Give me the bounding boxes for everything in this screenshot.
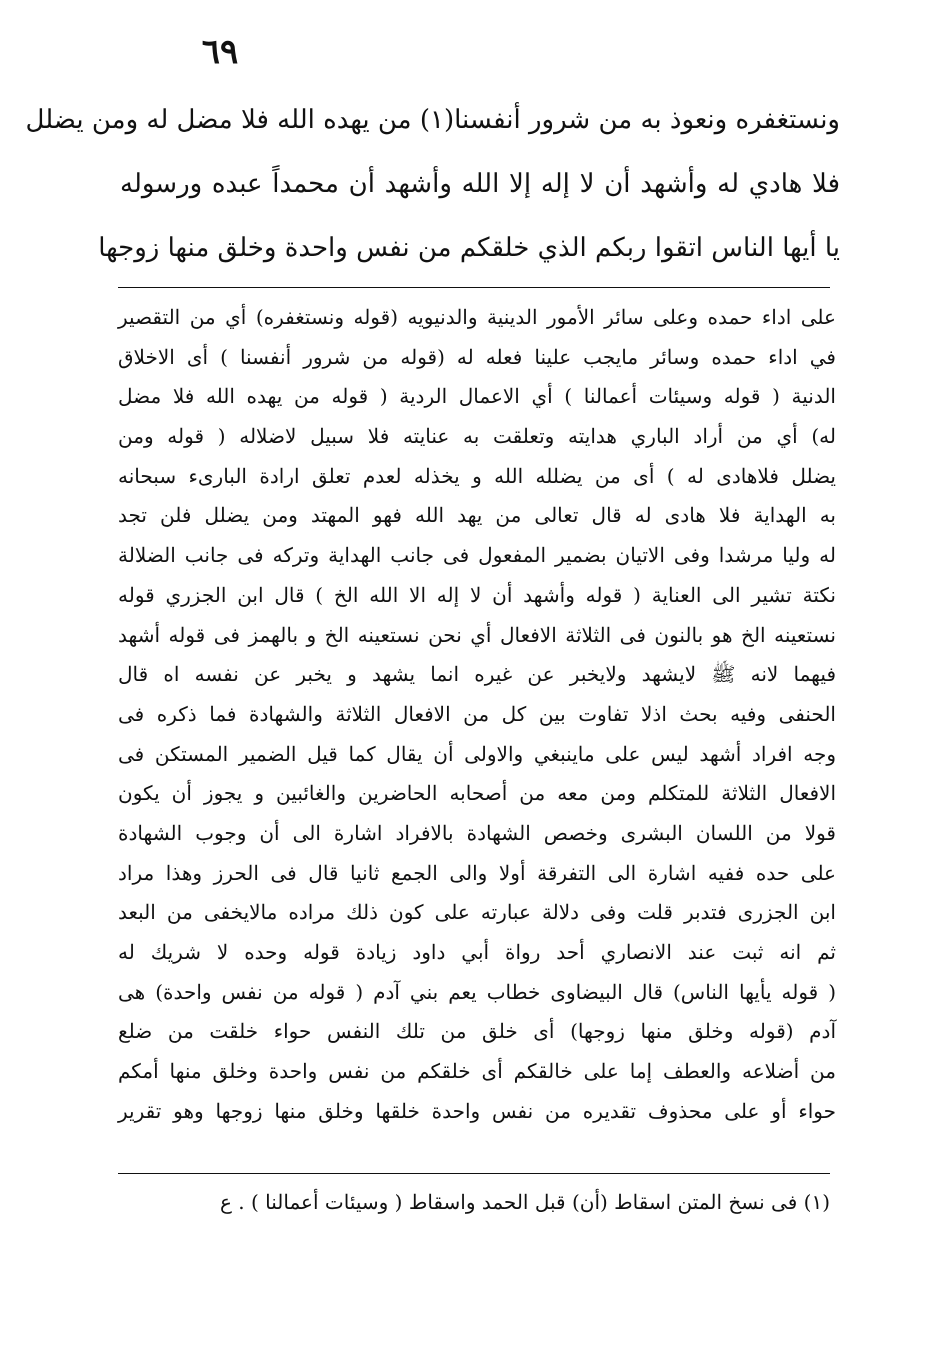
commentary-line: نستعينه الخ هو بالنون فى الثلاثة الافعال أي نحن نستعينه الخ و بالهمز فى قوله أشهد	[118, 622, 836, 647]
commentary-line: على حده ففيه اشارة الى التفرقة أولا والى الجمع ثانيا قال فى الحرز وهذا مراد	[118, 860, 836, 885]
commentary-line: قولا من اللسان البشرى وخصص الشهادة بالافراد اشارة الى أن وجوب الشهادة	[118, 820, 836, 845]
commentary-line: وجه افراد أشهد ليس على ماينبغي والاولى أن يقال كما قيل الضمير المستكن فى	[118, 741, 836, 766]
commentary-line: من أضلاعه والعطف إما على خالقكم أى خلقكم من نفس واحدة وخلق منها أمكم	[118, 1059, 836, 1084]
commentary-line: ( قوله يأيها الناس) قال البيضاوى خطاب يعم بني آدم ( قوله من نفس واحدة) هى	[118, 979, 836, 1004]
commentary-line: له) أي من أراد الباري هدايته وتعلقت به عنايته فلا سبيل لاضلاله ( قوله ومن	[118, 424, 836, 449]
main-text-divider	[118, 287, 830, 288]
commentary-line: فيهما لانه ﷺ لايشهد ولايخبر عن غيره انما يشهد و يخبر عن نفسه اه قال	[118, 662, 836, 687]
commentary-line: الدنية ( قوله وسيئات أعمالنا ) أي الاعمال الردية ( قوله من يهده الله فلا مضل	[118, 384, 836, 409]
commentary-line: آدم (قوله وخلق منها زوجها) أى خلق من تلك النفس حواء خلقت من ضلع	[118, 1019, 836, 1044]
commentary-line: ابن الجزرى فتدبر قلت وفى دلالة عبارته على كون ذلك مراده مالايخفى من البعد	[118, 900, 836, 925]
commentary-line: حواء أو على محذوف تقديره من نفس واحدة خلقها وخلق منها زوجها وهو تقرير	[118, 1098, 836, 1123]
footnote: (١) فى نسخ المتن اسقاط (أن) قبل الحمد واسقاط ( وسيئات أعمالنا ) . ع	[220, 1190, 830, 1214]
main-text-line: فلا هادي له وأشهد أن لا إله إلا الله وأشهد أن محمداً عبده ورسوله	[120, 169, 840, 199]
commentary-line: به الهداية فلا هادى له قال تعالى من يهد الله فهو المهتد ومن يضلل فلن تجد	[118, 503, 836, 528]
commentary-line: له وليا مرشدا وفى الاتيان بضمير المفعول فى جانب الهداية وتركه فى جانب الضلالة	[118, 543, 836, 568]
commentary-line: الافعال الثلاثة للمتكلم ومن معه من أصحابه الحاضرين والغائبين و يجوز أن يكون	[118, 781, 836, 806]
main-text	[25, 88, 840, 280]
page-number: ٦٩	[201, 32, 239, 72]
commentary-line: ثم انه ثبت عند الانصاري أحد رواة أبي داود زيادة قوله وحده لا شريك له	[118, 940, 836, 964]
footnote-divider	[118, 1173, 830, 1174]
main-text-line: ونستغفره ونعوذ به من شرور أنفسنا(١) من يهده الله فلا مضل له ومن يضلل	[25, 105, 840, 135]
commentary-line: على اداء حمده وعلى سائر الأمور الدينية والدنيويه (قوله ونستغفره) أي من التقصير	[118, 305, 836, 329]
commentary-line: نكتة تشير الى العناية ( قوله وأشهد أن لا إله الا الله الخ ) قال ابن الجزري قوله	[118, 582, 836, 607]
commentary-line: في اداء حمده وسائر مايجب علينا فعله له (قوله من شرور أنفسنا ) أى الاخلاق	[118, 344, 836, 369]
commentary-line: يضلل فلاهادى له ) أى من يضلله الله و يخذله لعدم تعلق ارادة البارىء سبحانه	[118, 463, 836, 488]
main-text-line: يا أيها الناس اتقوا ربكم الذي خلقكم من نفس واحدة وخلق منها زوجها	[98, 233, 840, 263]
commentary-line: الحنفى وفيه بحث اذلا تفاوت بين كل من الافعال الثلاثة والشهادة فما ذكره فى	[118, 701, 836, 726]
commentary	[118, 298, 836, 1131]
